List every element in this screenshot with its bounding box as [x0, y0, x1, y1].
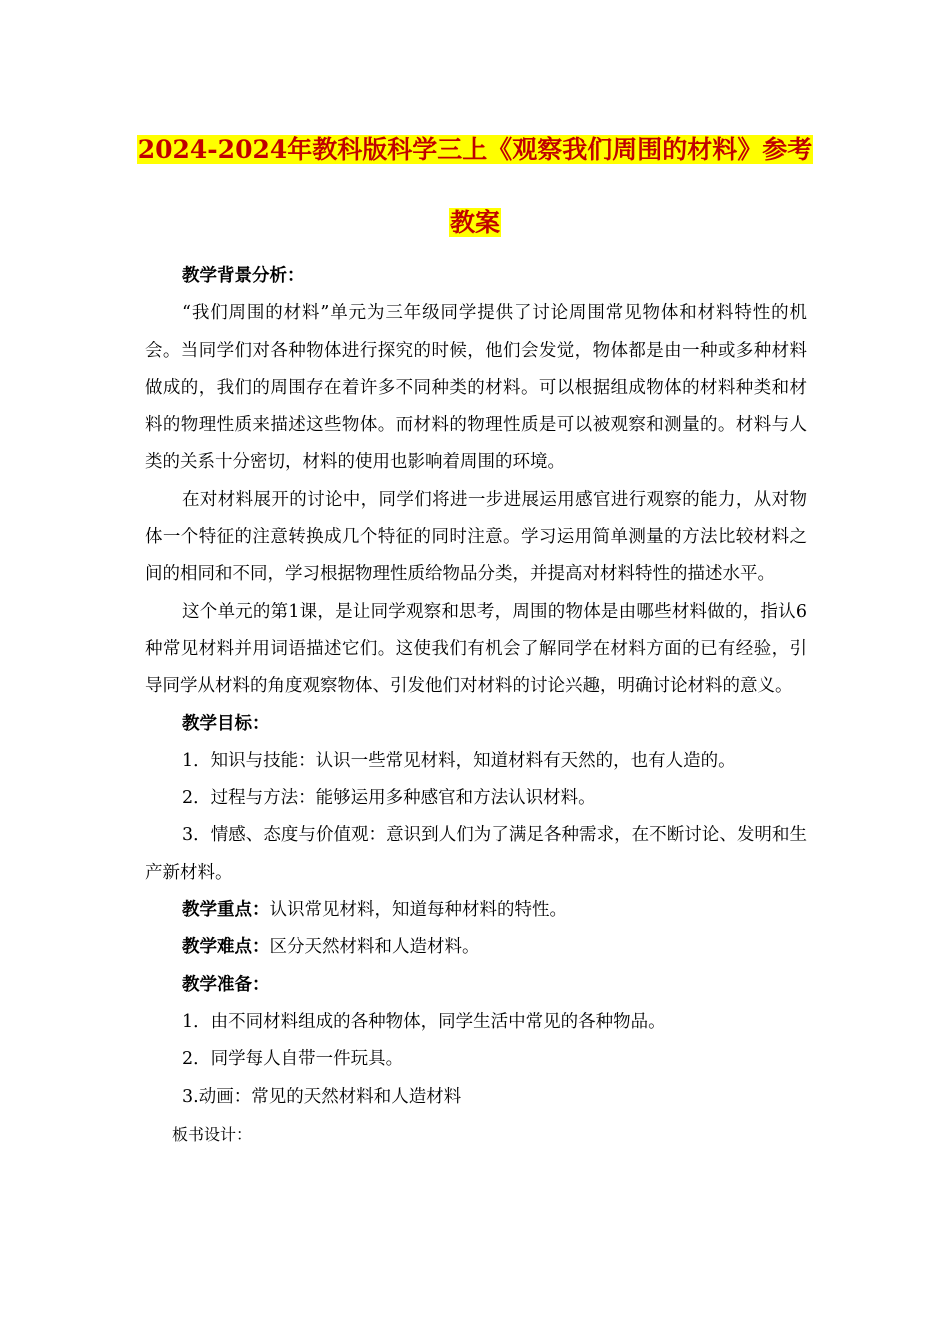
background-paragraph: 在对材料展开的讨论中，同学们将进一步进展运用感官进行观察的能力，从对物体一个特征的注意转换成几个特征的同时注意。学习运用简单测量的方法比较材料之间的相同和不同，学习根据物理性质给物品分类，并提高对材料特性的描述水平。 [145, 489, 807, 585]
difficulty-line [145, 929, 807, 966]
goal-item: 2．过程与方法：能够运用多种感官和方法认识材料。 [182, 788, 596, 809]
document-body [145, 258, 807, 1153]
goal-item: 3．情感、态度与价值观：意识到人们为了满足各种需求，在不断讨论、发明和生产新材料。 [145, 825, 807, 883]
document-title-line-1 [0, 133, 950, 167]
key-point-label: 教学重点： [182, 900, 270, 921]
goals-heading: 教学目标： [182, 713, 270, 734]
background-paragraph: “我们周围的材料”单元为三年级同学提供了讨论周围常见物体和材料特性的机会。当同学们对各种物体进行探究的时候，他们会发觉，物体都是由一种或多种材料做成的，我们的周围存在着许多不同种类的材料。可以根据组成物体的材料种类和材料的物理性质来描述这些物体。而材料的物理性质是可以被观察和测量的。材料与人类的关系十分密切，材料的使用也影响着周围的环境。 [145, 303, 807, 473]
difficulty-text: 区分天然材料和人造材料。 [269, 937, 480, 958]
document-title-line-2 [0, 206, 950, 240]
difficulty-label: 教学难点： [182, 937, 270, 958]
background-paragraph: 这个单元的第1课，是让同学观察和思考，周围的物体是由哪些材料做的，指认6种常见材料并用词语描述它们。这使我们有机会了解同学在材料方面的已有经验，引导同学从材料的角度观察物体、引发他们对材料的讨论兴趣，明确讨论材料的意义。 [145, 601, 807, 697]
preparation-heading: 教学准备： [182, 974, 270, 995]
key-point-line [145, 892, 807, 929]
document-title-text-2: 教案 [449, 208, 500, 237]
preparation-item: 3.动画：常见的天然材料和人造材料 [182, 1086, 462, 1107]
background-heading: 教学背景分析： [182, 266, 305, 286]
key-point-text: 认识常见材料，知道每种材料的特性。 [269, 900, 567, 921]
preparation-item: 2．同学每人自带一件玩具。 [182, 1049, 404, 1070]
goal-item: 1．知识与技能：认识一些常见材料，知道材料有天然的，也有人造的。 [182, 750, 736, 771]
document-title-text-1: 2024-2024年教科版科学三上《观察我们周围的材料》参考 [137, 135, 813, 164]
board-design-label: 板书设计： [172, 1124, 253, 1144]
preparation-item: 1．由不同材料组成的各种物体，同学生活中常见的各种物品。 [182, 1011, 666, 1032]
